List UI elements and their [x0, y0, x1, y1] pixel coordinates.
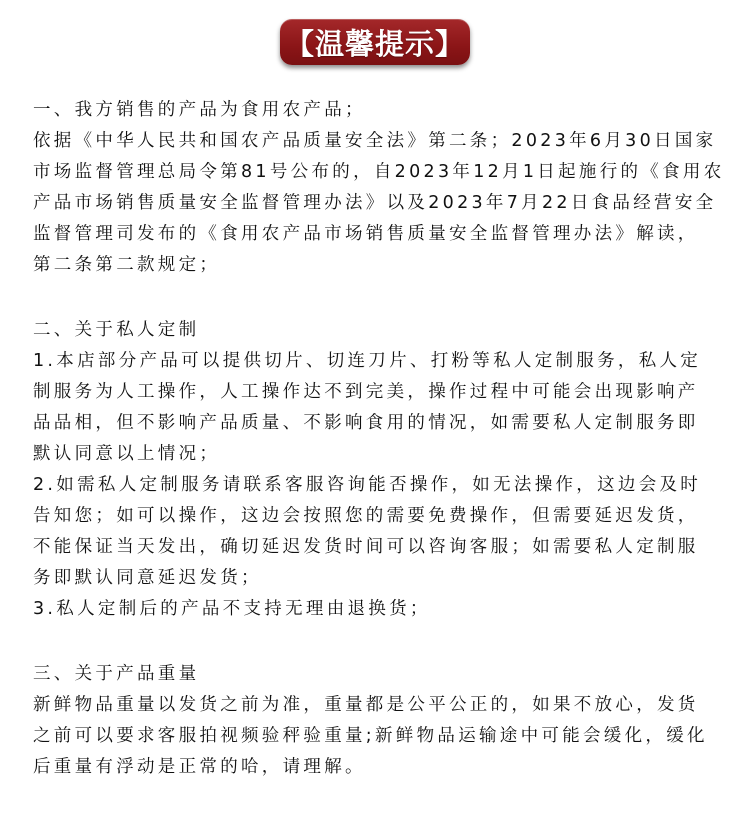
paragraph-line: 依据《中华人民共和国农产品质量安全法》第二条；2023年6月30日国家 [33, 131, 717, 151]
paragraph-line: 监督管理司发布的《食用农产品市场销售质量安全监督管理办法》解读， [33, 224, 699, 244]
title-container [0, 19, 750, 65]
page-title: 【温馨提示】 [284, 26, 465, 61]
paragraph-line: 第二条第二款规定； [33, 255, 221, 275]
paragraph-line: 3.私人定制后的产品不支持无理由退换货； [33, 599, 431, 619]
title-badge [280, 19, 470, 65]
section-product-type [33, 95, 733, 281]
section-heading: 三、关于产品重量 [33, 664, 200, 684]
section-custom-service [33, 315, 733, 625]
paragraph-line: 1.本店部分产品可以提供切片、切连刀片、打粉等私人定制服务，私人定 [33, 351, 702, 371]
paragraph-line: 后重量有浮动是正常的哈，请理解。 [33, 757, 366, 777]
paragraph-line: 告知您；如可以操作，这边会按照您的需要免费操作，但需要延迟发货， [33, 506, 699, 526]
paragraph-line: 产品市场销售质量安全监督管理办法》以及2023年7月22日食品经营安全 [33, 193, 717, 213]
paragraph-line: 新鲜物品重量以发货之前为准，重量都是公平公正的，如果不放心，发货 [33, 695, 699, 715]
paragraph-line: 务即默认同意延迟发货； [33, 568, 262, 588]
paragraph-line: 市场监督管理总局令第81号公布的，自2023年12月1日起施行的《食用农 [33, 162, 725, 182]
paragraph-line: 品品相，但不影响产品质量、不影响食用的情况，如需要私人定制服务即 [33, 413, 699, 433]
paragraph-line: 制服务为人工操作，人工操作达不到完美，操作过程中可能会出现影响产 [33, 382, 699, 402]
paragraph-line: 之前可以要求客服拍视频验秤验重量;新鲜物品运输途中可能会缓化，缓化 [33, 726, 708, 746]
section-product-weight [33, 659, 733, 783]
notice-content [33, 95, 733, 817]
section-heading: 一、我方销售的产品为食用农产品； [33, 100, 366, 120]
paragraph-line: 2.如需私人定制服务请联系客服咨询能否操作，如无法操作，这边会及时 [33, 475, 702, 495]
paragraph-line: 默认同意以上情况； [33, 444, 221, 464]
paragraph-line: 不能保证当天发出，确切延迟发货时间可以咨询客服；如需要私人定制服 [33, 537, 699, 557]
section-heading: 二、关于私人定制 [33, 320, 200, 340]
